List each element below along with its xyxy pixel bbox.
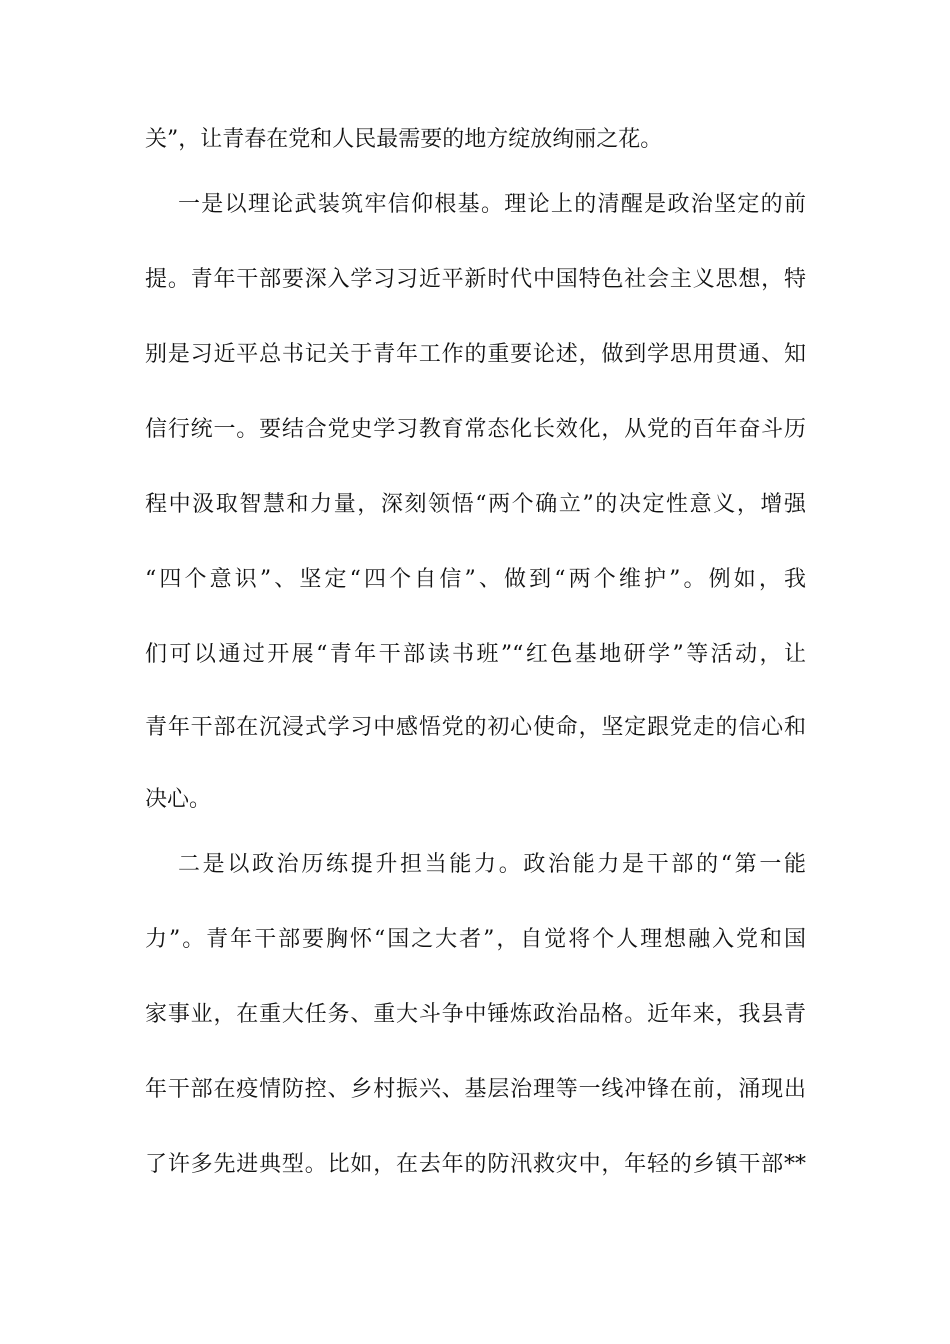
- paragraph-line: 力”。青年干部要胸怀“国之大者”，自觉将个人理想融入党和国: [145, 927, 806, 952]
- paragraph-line: 年干部在疫情防控、乡村振兴、基层治理等一线冲锋在前，涌现出: [145, 1077, 806, 1102]
- paragraph-line: 提。青年干部要深入学习习近平新时代中国特色社会主义思想，特: [145, 267, 806, 292]
- paragraph-line: 一是以理论武装筑牢信仰根基。理论上的清醒是政治坚定的前: [178, 192, 806, 217]
- paragraph-line: 家事业，在重大任务、重大斗争中锤炼政治品格。近年来，我县青: [145, 1002, 806, 1027]
- paragraph-line: 了许多先进典型。比如，在去年的防汛救灾中，年轻的乡镇干部**: [145, 1152, 806, 1177]
- paragraph-line: 们可以通过开展“青年干部读书班”“红色基地研学”等活动，让: [145, 642, 806, 667]
- paragraph-line: 关”，让青春在党和人民最需要的地方绽放绚丽之花。: [145, 127, 663, 152]
- paragraph-line: 青年干部在沉浸式学习中感悟党的初心使命，坚定跟党走的信心和: [145, 715, 806, 740]
- paragraph-line: 别是习近平总书记关于青年工作的重要论述，做到学思用贯通、知: [145, 342, 806, 367]
- paragraph-line: 程中汲取智慧和力量，深刻领悟“两个确立”的决定性意义，增强: [145, 492, 806, 517]
- paragraph-line: 信行统一。要结合党史学习教育常态化长效化，从党的百年奋斗历: [145, 417, 806, 442]
- paragraph-line: 决心。: [145, 787, 212, 812]
- paragraph-line: “四个意识”、坚定“四个自信”、做到“两个维护”。例如，我: [145, 567, 806, 592]
- paragraph-line: 二是以政治历练提升担当能力。政治能力是干部的“第一能: [178, 852, 806, 877]
